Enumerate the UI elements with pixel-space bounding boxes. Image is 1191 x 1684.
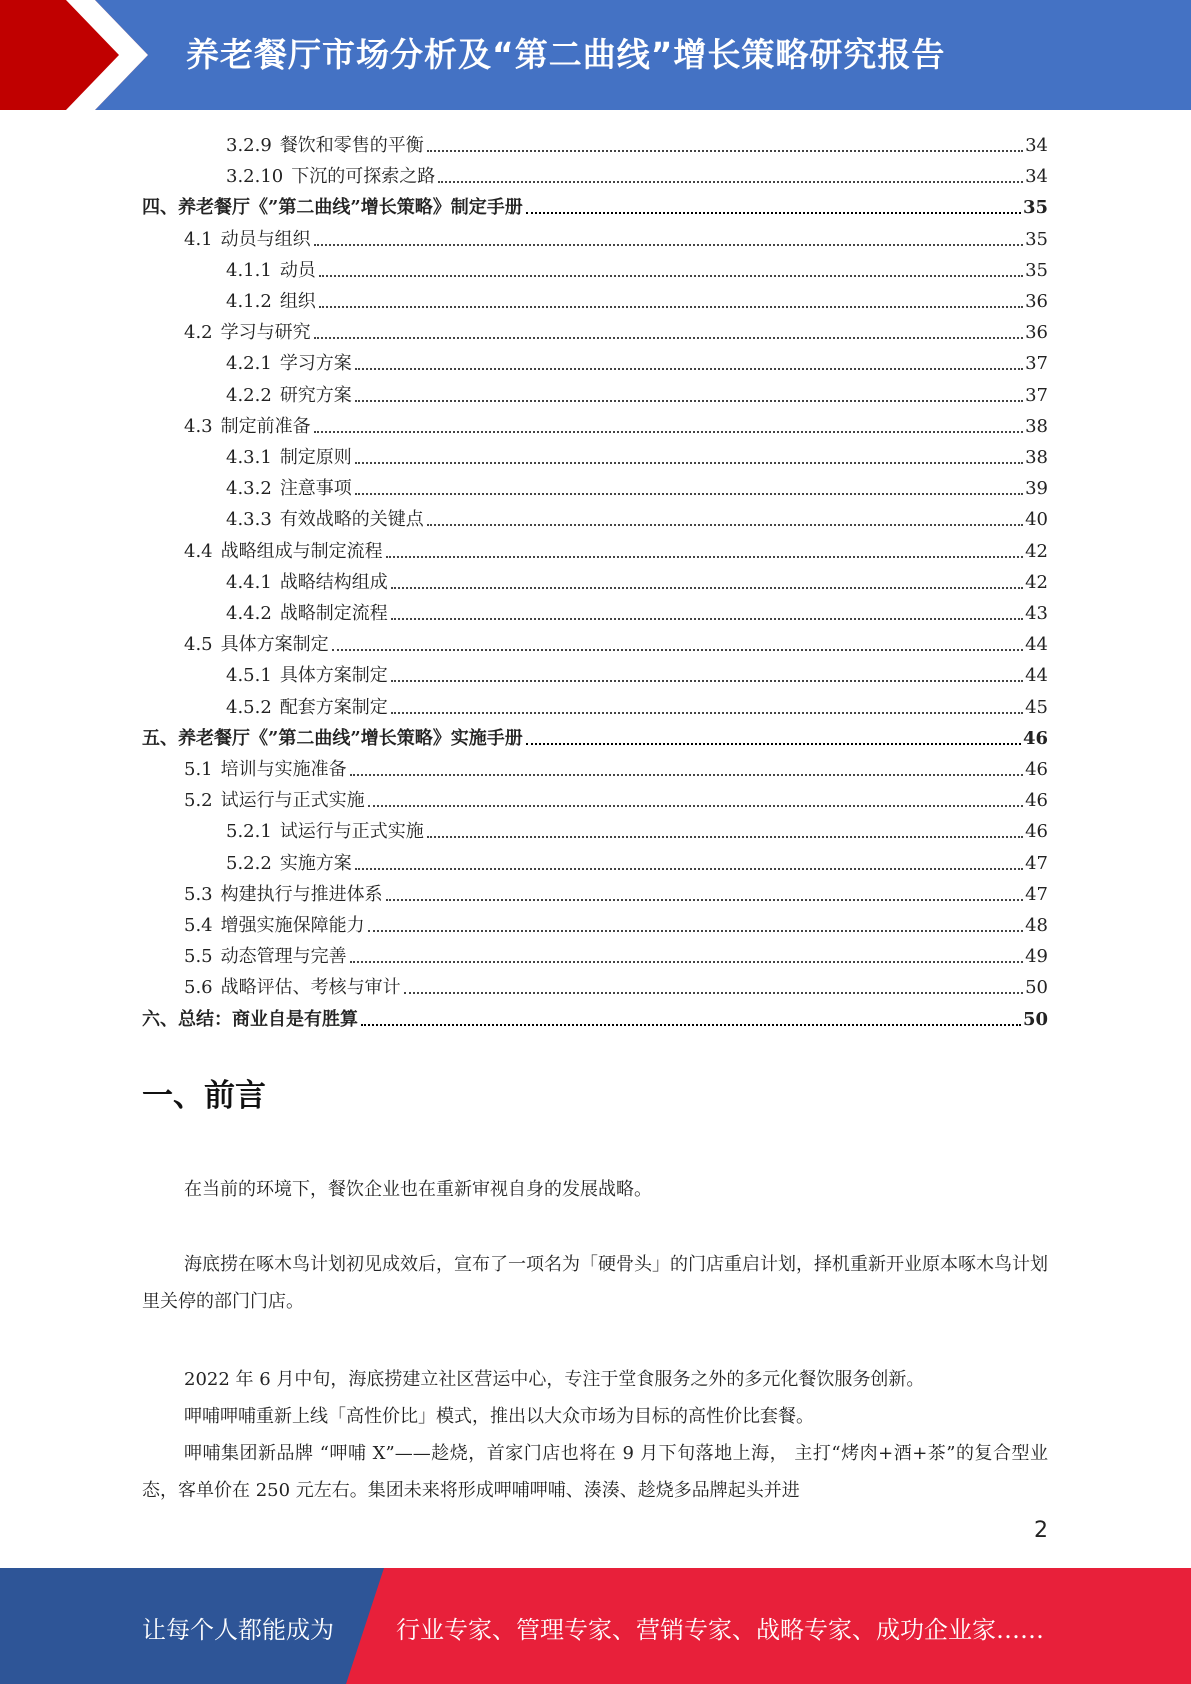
toc-entry-title: 动态管理与完善	[220, 946, 347, 968]
paragraph-5: 呷哺集团新品牌 “呷哺 X”——趁烧，首家门店也将在 9 月下旬落地上海， 主打“烤肉+酒+茶”的复合型业态，客单价在 250 元左右。集团未来将形成呷哺呷哺、湊湊、趁烧多品牌起头并进	[142, 1443, 1048, 1501]
toc-entry[interactable]	[226, 595, 1048, 626]
toc-leader-dots	[361, 1024, 1021, 1026]
toc-entry-page: 34	[1025, 135, 1048, 156]
toc-entry-page: 35	[1025, 259, 1048, 281]
toc-entry-number: 4.1	[184, 228, 213, 250]
toc-leader-dots	[350, 774, 1023, 776]
footer-banner	[0, 1568, 1191, 1684]
toc-entry-number: 4.2.2	[226, 384, 272, 406]
toc-entry[interactable]	[226, 813, 1048, 844]
toc-leader-dots	[314, 244, 1023, 246]
page-number: 2	[1034, 1518, 1048, 1543]
toc-entry-page: 50	[1022, 1008, 1048, 1030]
toc-entry-page: 49	[1025, 946, 1048, 968]
toc-entry-title: 培训与实施准备	[220, 759, 347, 780]
toc-leader-dots	[314, 431, 1023, 433]
toc-entry-number: 5.4	[184, 915, 213, 936]
toc-entry-page: 47	[1025, 883, 1048, 905]
toc-entry-page: 34	[1025, 166, 1048, 188]
toc-entry[interactable]	[226, 689, 1048, 720]
toc-leader-dots	[355, 400, 1023, 402]
toc-entry-page: 35	[1025, 228, 1048, 250]
toc-entry-number: 4.5	[184, 634, 213, 656]
toc-entry-title: 学习与研究	[220, 322, 311, 344]
toc-entry-title: 战略组成与制定流程	[220, 540, 383, 562]
toc-entry-number: 4.5.2	[226, 696, 272, 718]
toc-entry-page: 36	[1025, 291, 1048, 312]
toc-entry[interactable]	[142, 1001, 1048, 1032]
toc-entry-number: 4.2.1	[226, 353, 272, 375]
toc-entry-page: 42	[1025, 571, 1048, 593]
toc-entry[interactable]	[184, 408, 1048, 439]
toc-entry-page: 40	[1025, 509, 1048, 531]
toc-entry-page: 46	[1025, 790, 1048, 812]
toc-leader-dots	[350, 961, 1023, 963]
footer-slogan-left: 让每个人都能成为	[142, 1616, 334, 1644]
toc-entry-page: 42	[1025, 540, 1048, 562]
toc-entry-page: 50	[1025, 977, 1048, 999]
toc-entry[interactable]	[184, 969, 1048, 1000]
toc-leader-dots	[355, 868, 1023, 870]
toc-entry[interactable]	[226, 345, 1048, 376]
toc-entry-page: 39	[1025, 478, 1048, 500]
toc-entry-number: 5.2.1	[226, 821, 272, 843]
toc-entry-page: 43	[1025, 603, 1048, 624]
toc-leader-dots	[526, 743, 1021, 745]
toc-entry-title: 具体方案制定	[279, 665, 388, 687]
paragraph-1: 在当前的环境下，餐饮企业也在重新审视自身的发展战略。	[184, 1179, 652, 1200]
toc-leader-dots	[355, 368, 1023, 370]
toc-entry-title: 注意事项	[279, 478, 352, 500]
footer-slogan-right: 行业专家、管理专家、营销专家、战略专家、成功企业家……	[396, 1616, 1044, 1644]
toc-leader-dots	[355, 462, 1023, 464]
toc-entry-title: 试运行与正式实施	[279, 821, 424, 843]
toc-entry-number: 5.2.2	[226, 852, 272, 874]
toc-leader-dots	[391, 618, 1023, 620]
toc-entry-number: 4.3.1	[226, 447, 272, 468]
toc-entry-title: 制定前准备	[220, 415, 311, 437]
toc-entry-title: 增强实施保障能力	[220, 915, 365, 936]
toc-leader-dots	[386, 556, 1023, 558]
toc-entry-number: 4.1.2	[226, 291, 272, 312]
toc-leader-dots	[391, 680, 1023, 682]
toc-entry-page: 44	[1025, 665, 1048, 687]
toc-leader-dots	[319, 306, 1023, 308]
toc-leader-dots	[314, 337, 1023, 339]
toc-entry[interactable]	[184, 314, 1048, 345]
toc-leader-dots	[391, 712, 1023, 714]
toc-entry-number: 4.4.2	[226, 603, 272, 624]
toc-entry-number: 5.5	[184, 946, 213, 968]
toc-entry[interactable]	[184, 751, 1048, 782]
toc-entry-number: 4.1.1	[226, 259, 272, 281]
toc-entry[interactable]	[226, 564, 1048, 595]
toc-entry-title: 战略评估、考核与审计	[220, 977, 401, 999]
toc-entry-page: 36	[1025, 322, 1048, 344]
toc-entry[interactable]	[184, 782, 1048, 813]
toc-entry[interactable]	[226, 439, 1048, 470]
toc-entry-number: 4.3.2	[226, 478, 272, 500]
toc-entry-number: 4.2	[184, 322, 213, 344]
toc-entry[interactable]	[226, 127, 1048, 158]
toc-entry-page: 35	[1022, 197, 1048, 219]
toc-entry-title: 动员	[279, 259, 316, 281]
toc-entry[interactable]	[142, 720, 1048, 751]
toc-entry-title: 制定原则	[279, 447, 352, 468]
toc-entry-page: 46	[1022, 727, 1048, 749]
toc-entry-title: 六、总结：商业自是有胜算	[142, 1008, 358, 1030]
toc-entry-title: 有效战略的关键点	[279, 509, 424, 531]
toc-entry-title: 学习方案	[279, 353, 352, 375]
toc-entry[interactable]	[226, 501, 1048, 532]
toc-leader-dots	[319, 275, 1023, 277]
toc-entry-page: 46	[1025, 759, 1048, 780]
toc-entry-title: 实施方案	[279, 852, 352, 874]
toc-entry[interactable]	[226, 470, 1048, 501]
toc-entry-number: 3.2.9	[226, 135, 272, 156]
toc-entry-title: 组织	[279, 291, 316, 312]
report-title: 养老餐厅市场分析及“第二曲线”增长策略研究报告	[186, 35, 946, 74]
header-banner	[0, 0, 1191, 110]
paragraph-2: 海底捞在啄木鸟计划初见成效后，宣布了一项名为「硬骨头」的门店重启计划，择机重新开业原本啄木鸟计划里关停的部门门店。	[142, 1254, 1048, 1312]
toc-entry-title: 配套方案制定	[279, 696, 388, 718]
toc-entry[interactable]	[142, 189, 1048, 220]
header-red-chevron	[0, 0, 150, 110]
toc-leader-dots	[332, 649, 1023, 651]
toc-entry-title: 餐饮和零售的平衡	[279, 135, 424, 156]
toc-entry-page: 37	[1025, 353, 1048, 375]
toc-entry-page: 38	[1025, 415, 1048, 437]
toc-entry[interactable]	[184, 221, 1048, 252]
toc-entry-title: 构建执行与推进体系	[220, 883, 383, 905]
toc-leader-dots	[391, 587, 1023, 589]
toc-entry-title: 战略制定流程	[279, 603, 388, 624]
section-heading: 一、前言	[142, 1078, 266, 1114]
toc-entry-title: 战略结构组成	[279, 571, 388, 593]
toc-entry-title: 研究方案	[279, 384, 352, 406]
toc-entry[interactable]	[184, 533, 1048, 564]
toc-entry[interactable]	[226, 283, 1048, 314]
toc-entry-page: 37	[1025, 384, 1048, 406]
toc-entry-title: 动员与组织	[220, 228, 311, 250]
toc-leader-dots	[386, 899, 1023, 901]
toc-entry-number: 5.1	[184, 759, 213, 780]
toc-entry-number: 4.3	[184, 415, 213, 437]
toc-entry[interactable]	[226, 377, 1048, 408]
toc-leader-dots	[368, 930, 1023, 932]
toc-entry-number: 3.2.10	[226, 166, 284, 188]
toc-entry-number: 4.4.1	[226, 571, 272, 593]
toc-entry[interactable]	[184, 907, 1048, 938]
toc-entry[interactable]	[184, 876, 1048, 907]
toc-entry-page: 45	[1025, 696, 1048, 718]
toc-leader-dots	[526, 212, 1021, 214]
toc-entry-number: 5.2	[184, 790, 213, 812]
paragraph-3: 2022 年 6 月中旬，海底捞建立社区营运中心，专注于堂食服务之外的多元化餐饮服务创新。	[184, 1369, 925, 1390]
toc-entry[interactable]	[184, 938, 1048, 969]
toc-entry-number: 4.3.3	[226, 509, 272, 531]
toc-leader-dots	[438, 181, 1023, 183]
toc-entry[interactable]	[226, 845, 1048, 876]
toc-entry-number: 5.3	[184, 883, 213, 905]
toc-entry-number: 4.5.1	[226, 665, 272, 687]
toc-entry-page: 47	[1025, 852, 1048, 874]
toc-entry-title: 具体方案制定	[220, 634, 329, 656]
toc-entry-page: 48	[1025, 915, 1048, 936]
toc-entry[interactable]	[226, 158, 1048, 189]
toc-leader-dots	[404, 992, 1023, 994]
toc-entry-page: 38	[1025, 447, 1048, 468]
toc-leader-dots	[355, 493, 1023, 495]
toc-entry-number: 4.4	[184, 540, 213, 562]
toc-entry-title: 下沉的可探索之路	[291, 166, 436, 188]
toc-entry-title: 四、养老餐厅《”第二曲线”增长策略》制定手册	[142, 197, 523, 219]
toc-entry-title: 试运行与正式实施	[220, 790, 365, 812]
toc-entry-page: 44	[1025, 634, 1048, 656]
toc-entry[interactable]	[226, 252, 1048, 283]
toc-leader-dots	[427, 150, 1023, 152]
toc-leader-dots	[427, 524, 1023, 526]
toc-entry[interactable]	[226, 657, 1048, 688]
toc-entry-number: 5.6	[184, 977, 213, 999]
toc-leader-dots	[427, 836, 1023, 838]
toc-entry-page: 46	[1025, 821, 1048, 843]
toc-entry-title: 五、养老餐厅《”第二曲线”增长策略》实施手册	[142, 727, 523, 749]
toc-leader-dots	[368, 805, 1023, 807]
toc-entry[interactable]	[184, 626, 1048, 657]
paragraph-4: 呷哺呷哺重新上线「高性价比」模式，推出以大众市场为目标的高性价比套餐。	[184, 1406, 814, 1427]
